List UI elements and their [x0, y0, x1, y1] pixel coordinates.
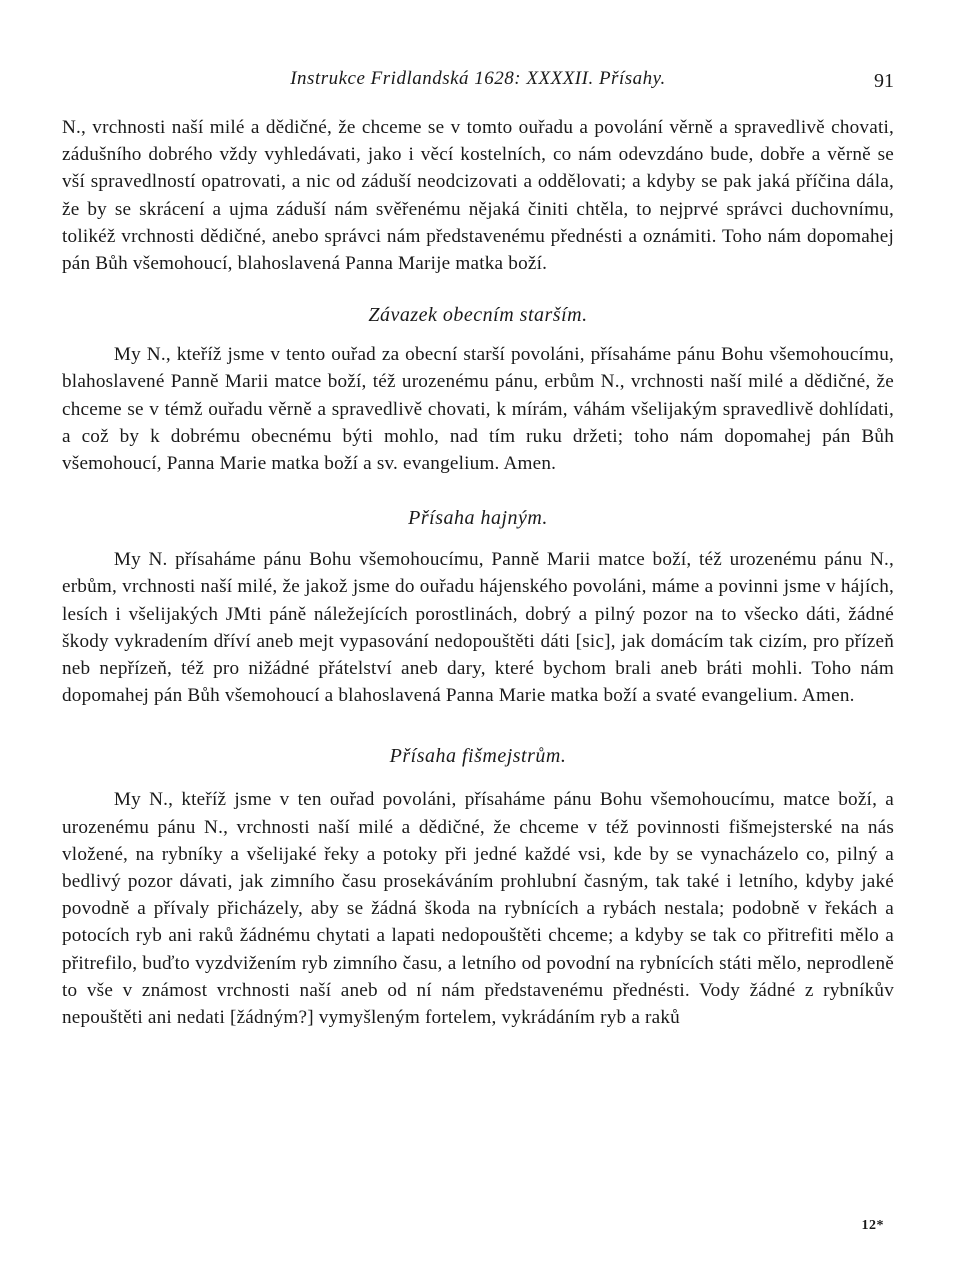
section-paragraph-zavazek: My N., kteříž jsme v tento ouřad za obecní starší povoláni, přísaháme pánu Bohu všemohoucímu, blahoslavené Panně Marii matce boží, též urozenému pánu, erbům N., vrchnosti naší milé a dědičné, že chceme se v témž ouřadu věrně a spravedlivě chovati, k mírám, váhám všelijakým spravedlivě dohlídati, a což by k dobrému obecnému býti mohlo, nad tím ruku držeti; toho nám dopomahej pán Bůh všemohoucí, Panna Marie matka boží a sv. evangelium. Amen.: [62, 344, 894, 475]
section-heading-hajny: Přísaha hajným.: [408, 507, 548, 530]
section-heading-zavazek: Závazek obecním starším.: [368, 304, 588, 327]
page-number: 91: [874, 70, 894, 92]
section-paragraph-fismejstr: My N., kteříž jsme v ten ouřad povoláni, přísaháme pánu Bohu všemohoucímu, matce boží, a urozenému pánu N., vrchnosti naší milé a dědičné, že chceme v též povinnosti fišmejsterské na nás vložené, na rybníky a všelijaké řeky a potoky při jedné každé vsi, kde by se vynacházelo co, pilný a bedlivý pozor dávati, jak zimního času prosekáváním prohlubní časným, tak také i letního, kdyby jaké povodně a přívaly přicházely, aby se žádná škoda na rybnících a rybách nestala; podobně v řekách a potocích ryb ani raků žádnému chytati a lapati nedopouštěti chceme; a kdyby se tak co přitrefiti mělo a přitrefilo, buďto vyzdvižením ryb zimního času, a letního od povodní na rybnících státi mělo, neprodleně to vše v známost vrchnosti naší aneb od ní nám představenému přednésti. Vody žádné z rybníkův nepouštěti ani nedati [žádným?] vymyšleným fortelem, vykrádáním ryb a raků: [62, 789, 894, 1029]
running-head: [62, 62, 894, 102]
signature-mark: 12*: [861, 1218, 884, 1233]
running-title: Instrukce Fridlandská 1628: XXXXII. Přísahy.: [290, 68, 666, 89]
section-heading-fismejstr: Přísaha fišmejstrům.: [389, 745, 567, 768]
section-paragraph-hajny: My N. přísaháme pánu Bohu všemohoucímu, Panně Marii matce boží, též urozenému pánu N., erbům, vrchnosti naší milé, že jakož jsme do ouřadu hájenského povoláni, máme a povinni jsme v hájích, lesích i všelijakých JMti páně náležejících porostlinách, dobrý a pilný pozor na to všecko dáti, žádné škody vykradením dříví aneb mejt vypasování nedopouštěti dáti [sic], jak domácím tak cizím, pro přízeň neb nepřízeň, též pro nižádné přátelství aneb dary, které bychom brali aneb bráti mohli. Toho nám dopomahej pán Bůh všemohoucí a blahoslavená Panna Marie matka boží a svaté evangelium. Amen.: [62, 549, 894, 707]
oath-continuation-paragraph: N., vrchnosti naší milé a dědičné, že chceme se v tomto ouřadu a povolání věrně a spravedlivě chovati, zádušního dobrého vždy vyhledávati, jako i věcí kostelních, co nám odevzdáno bude, dobře a věrně se vší spravedlností opatrovati, a nic od záduší neodcizovati a oddělovati; a kdyby se pak jaká příčina dála, že by se skrácení a ujma záduší nám svěřenému nějaká činiti chtěla, to nejprvé správci duchovnímu, tolikéž vrchnosti dědičné, anebo správci nám představenému přednésti a oznámiti. Toho nám dopomahej pán Bůh všemohoucí, blahoslavená Panna Marije matka boží.: [62, 117, 894, 275]
book-page: [62, 62, 894, 1242]
